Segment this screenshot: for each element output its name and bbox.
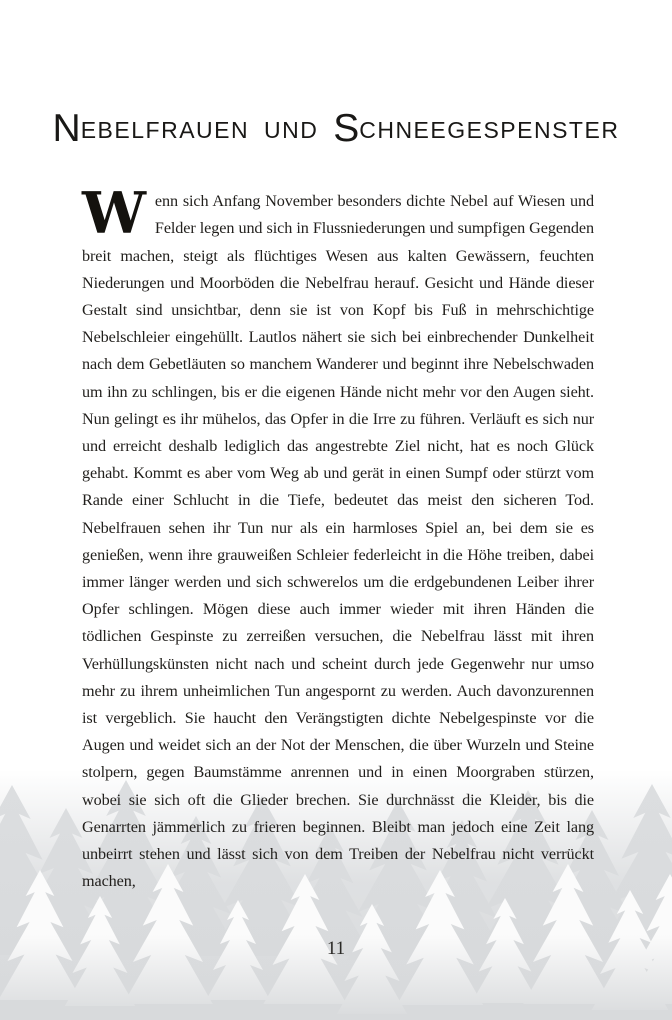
- title-segment-2: CHNEEGESPENSTER: [359, 117, 620, 144]
- story-text: enn sich Anfang November besonders dichte Nebel auf Wiesen und Felder legen und sich in Flussniederungen und sumpfigen Gegenden breit machen, steigt als flüchtiges Wesen aus kalten Gewässern, feuchten Niederungen und Moorböden die Nebelfrau herauf. Gesicht und Hände dieser Gestalt sind unsichtbar, denn sie ist von Kopf bis Fuß in mehrschichtige Nebelschleier eingehüllt. Lautlos nähert sie sich bei einbrechender Dunkelheit nach dem Gebetläuten so manchem Wanderer und beginnt ihre Nebelschwaden um ihn zu schlingen, bis er die eigenen Hände nicht mehr vor den Augen sieht. Nun gelingt es ihr mühelos, das Opfer in die Irre zu führen. Verläuft es sich nur und erreicht deshalb lediglich das angestrebte Ziel nicht, hat es noch Glück gehabt. Kommt es aber vom Weg ab und gerät in einen Sumpf oder stürzt vom Rande einer Schlucht in die Tiefe, bedeutet das meist den sicheren Tod. Nebelfrauen sehen ihr Tun nur als ein harmloses Spiel an, bei dem sie es genießen, wenn ihre grauweißen Schleier federleicht in die Höhe treiben, dabei immer länger werden und sich schwerelos um die erdgebundenen Leiber ihrer Opfer schlingen. Mögen diese auch immer wieder mit ihren Händen die tödlichen Gespinste zu zerreißen versuchen, die Nebelfrau lässt mit ihren Verhüllungskünsten nicht nach und scheint durch jede Gegenwehr nur umso mehr zu ihrem unheimlichen Tun angespornt zu werden. Auch davonzurennen ist vergeblich. Sie haucht den Verängstigten dichte Nebelgespinste vor die Augen und weidet sich an der Not der Menschen, die über Wurzeln und Steine stolpern, gegen Baumstämme anrennen und in einen Moorgraben stürzen, wobei sie sich oft die Glieder brechen. Sie durchnässt die Kleider, bis die Genarrten jämmerlich zu frieren beginnen. Bleibt man jedoch eine Zeit lang unbeirrt stehen und lässt sich von dem Treiben der Nebelfrau nicht verrückt machen,: [82, 192, 594, 891]
- title-initial-s: S: [333, 107, 360, 151]
- title-segment-1: EBELFRAUEN UND: [80, 117, 334, 144]
- drop-cap: W: [82, 180, 146, 248]
- title-initial-n: N: [52, 107, 81, 151]
- story-paragraph: [82, 180, 594, 895]
- chapter-title: [30, 107, 642, 152]
- page-number: 11: [326, 938, 346, 959]
